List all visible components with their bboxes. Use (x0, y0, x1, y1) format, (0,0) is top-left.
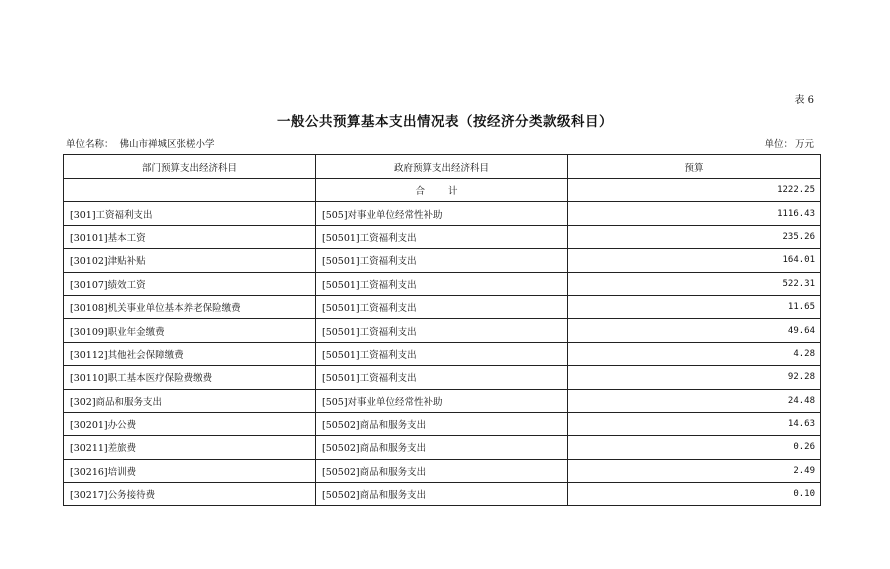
table-row (64, 412, 821, 435)
total-label: 合 计 (316, 179, 568, 202)
total-value: 1222.25 (568, 179, 821, 202)
gov-subject-cell: [50501]工资福利支出 (316, 295, 568, 318)
gov-subject-cell: [505]对事业单位经常性补助 (316, 389, 568, 412)
unit-name-value: 佛山市禅城区张槎小学 (119, 139, 215, 150)
dept-subject-cell: [30216]培训费 (64, 459, 316, 482)
budget-table (63, 154, 821, 506)
currency-unit (764, 136, 814, 150)
table-row (64, 389, 821, 412)
budget-amount-cell: 14.63 (568, 412, 821, 435)
header-budget: 预算 (568, 155, 821, 179)
budget-amount-cell: 49.64 (568, 319, 821, 342)
gov-subject-cell: [50501]工资福利支出 (316, 342, 568, 365)
dept-subject-cell: [302]商品和服务支出 (64, 389, 316, 412)
total-empty-cell (64, 179, 316, 202)
budget-amount-cell: 92.28 (568, 366, 821, 389)
table-row (64, 225, 821, 248)
table-row (64, 366, 821, 389)
header-dept-subject: 部门预算支出经济科目 (64, 155, 316, 179)
table-header-row (64, 155, 821, 179)
dept-subject-cell: [30108]机关事业单位基本养老保险缴费 (64, 295, 316, 318)
header-gov-subject: 政府预算支出经济科目 (316, 155, 568, 179)
budget-amount-cell: 235.26 (568, 225, 821, 248)
currency-value: 万元 (794, 139, 814, 150)
dept-subject-cell: [301]工资福利支出 (64, 202, 316, 225)
currency-label: 单位： (764, 139, 793, 150)
dept-subject-cell: [30101]基本工资 (64, 225, 316, 248)
budget-amount-cell: 2.49 (568, 459, 821, 482)
gov-subject-cell: [50502]商品和服务支出 (316, 412, 568, 435)
dept-subject-cell: [30107]绩效工资 (64, 272, 316, 295)
table-row (64, 295, 821, 318)
budget-amount-cell: 164.01 (568, 249, 821, 272)
gov-subject-cell: [50501]工资福利支出 (316, 366, 568, 389)
table-row (64, 483, 821, 506)
unit-info-row (66, 136, 814, 150)
budget-amount-cell: 11.65 (568, 295, 821, 318)
dept-subject-cell: [30109]职业年金缴费 (64, 319, 316, 342)
gov-subject-cell: [50502]商品和服务支出 (316, 483, 568, 506)
budget-amount-cell: 1116.43 (568, 202, 821, 225)
table-number-label: 表 6 (794, 95, 814, 106)
table-row (64, 436, 821, 459)
table-row (64, 319, 821, 342)
unit-name-label: 单位名称： (66, 139, 114, 150)
gov-subject-cell: [50501]工资福利支出 (316, 249, 568, 272)
gov-subject-cell: [50501]工资福利支出 (316, 225, 568, 248)
dept-subject-cell: [30110]职工基本医疗保险费缴费 (64, 366, 316, 389)
gov-subject-cell: [50501]工资福利支出 (316, 272, 568, 295)
budget-amount-cell: 4.28 (568, 342, 821, 365)
total-row (64, 179, 821, 202)
budget-amount-cell: 522.31 (568, 272, 821, 295)
document-title: 一般公共预算基本支出情况表（按经济分类款级科目） (277, 114, 613, 130)
dept-subject-cell: [30211]差旅费 (64, 436, 316, 459)
dept-subject-cell: [30217]公务接待费 (64, 483, 316, 506)
budget-amount-cell: 24.48 (568, 389, 821, 412)
budget-amount-cell: 0.26 (568, 436, 821, 459)
gov-subject-cell: [50502]商品和服务支出 (316, 459, 568, 482)
table-row (64, 459, 821, 482)
dept-subject-cell: [30102]津贴补贴 (64, 249, 316, 272)
unit-name (66, 136, 215, 150)
dept-subject-cell: [30112]其他社会保障缴费 (64, 342, 316, 365)
table-row (64, 202, 821, 225)
gov-subject-cell: [50502]商品和服务支出 (316, 436, 568, 459)
gov-subject-cell: [505]对事业单位经常性补助 (316, 202, 568, 225)
dept-subject-cell: [30201]办公费 (64, 412, 316, 435)
budget-amount-cell: 0.10 (568, 483, 821, 506)
table-row (64, 272, 821, 295)
gov-subject-cell: [50501]工资福利支出 (316, 319, 568, 342)
table-row (64, 342, 821, 365)
table-row (64, 249, 821, 272)
